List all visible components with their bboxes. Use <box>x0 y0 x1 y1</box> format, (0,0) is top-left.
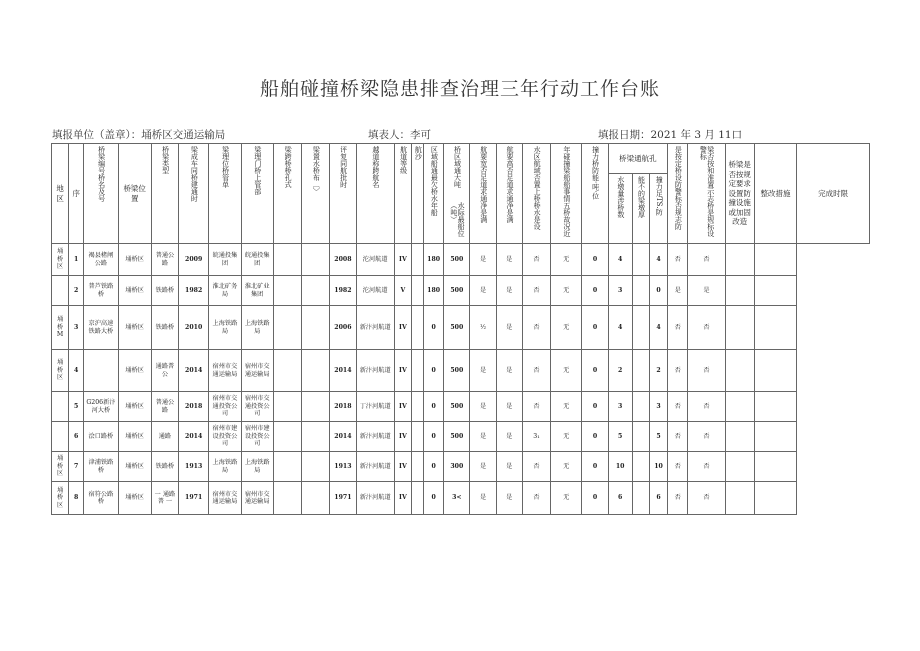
cell-fac: 否 <box>688 306 725 350</box>
cell-w: 是 <box>470 350 496 392</box>
cell-acc: 无 <box>551 482 582 515</box>
cell-measure <box>725 482 754 515</box>
table-row <box>52 482 870 515</box>
cell-name <box>84 350 118 392</box>
ledger-table <box>51 143 870 515</box>
cell-piers: 3 <box>608 392 632 422</box>
cell-span <box>273 306 301 350</box>
cell-eval: 2006 <box>330 306 356 350</box>
cell-no: 1 <box>69 244 84 276</box>
cell-loc: 埇桥区 <box>118 482 151 515</box>
cell-ton: 500 <box>444 350 470 392</box>
cell-piers: 5 <box>608 422 632 452</box>
cell-area <box>52 422 69 452</box>
col-bridge-type: 桥梁类型 <box>151 144 178 244</box>
cell-measure <box>725 350 754 392</box>
cell-owner: 宿州市交通投资公司 <box>209 392 241 422</box>
cell-cap: 0 <box>582 306 608 350</box>
cell-h: 是 <box>496 482 522 515</box>
cell-type: 普通公路 <box>151 244 178 276</box>
cell-ton: 500 <box>444 244 470 276</box>
cell-grade: IV <box>394 350 411 392</box>
cell-ton: 500 <box>444 276 470 306</box>
cell-span <box>273 422 301 452</box>
cell-warn: 否 <box>668 452 688 482</box>
table-row <box>52 276 870 306</box>
cell-year: 1982 <box>179 276 209 306</box>
col-warning-standard: 梁否按和准置示志桥是规标设警标 <box>688 144 725 244</box>
cell-piers: 3 <box>608 276 632 306</box>
cell-type: 铁路桥 <box>151 306 178 350</box>
cell-h: 是 <box>496 244 522 276</box>
cell-sign: 否 <box>522 306 550 350</box>
cell-fac: 否 <box>688 392 725 422</box>
cell-layout <box>302 306 330 350</box>
col-warning-signs: 是按定桥设防警标否规志防 <box>668 144 688 244</box>
cell-eval: 2014 <box>330 350 356 392</box>
cell-dept: 淮北矿业集团 <box>241 276 273 306</box>
cell-fac: 否 <box>688 244 725 276</box>
cell-waterway: 沱河航道 <box>356 244 394 276</box>
cell-fac: 是 <box>688 276 725 306</box>
cell-warn: 否 <box>668 306 688 350</box>
cell-ton: 300 <box>444 452 470 482</box>
cell-deadline <box>754 244 796 276</box>
table-row <box>52 392 870 422</box>
cell-ton: 500 <box>444 392 470 422</box>
cell-min: 0 <box>424 482 444 515</box>
cell-thick <box>632 244 649 276</box>
cell-span <box>273 276 301 306</box>
cell-waterway: 新汴河航道 <box>356 350 394 392</box>
cell-waterway: 沱河航道 <box>356 276 394 306</box>
cell-warn: 否 <box>668 392 688 422</box>
cell-acc: 无 <box>551 244 582 276</box>
cell-sign: 否 <box>522 244 550 276</box>
cell-thick <box>632 452 649 482</box>
cell-layout <box>302 276 330 306</box>
cell-piers: 4 <box>608 244 632 276</box>
cell-name: 宿符公路桥 <box>84 482 118 515</box>
cell-ton: 500 <box>444 422 470 452</box>
col-min-ship: 区域船通最欠桥水年船 <box>424 144 444 244</box>
cell-eval: 2018 <box>330 392 356 422</box>
cell-w: 是 <box>470 244 496 276</box>
cell-warn: 否 <box>668 350 688 392</box>
col-waterway: 越道称跨航名 <box>356 144 394 244</box>
page-title: 船舶碰撞桥梁隐患排查治理三年行动工作台账 <box>259 78 660 100</box>
cell-area <box>52 392 69 422</box>
cell-span <box>273 482 301 515</box>
table-row <box>52 244 870 276</box>
cell-acc: 无 <box>551 422 582 452</box>
col-eval-date: 评复同航批时 <box>330 144 356 244</box>
cell-cap: 0 <box>582 350 608 392</box>
cell-force: 4 <box>649 306 667 350</box>
cell-piers: 6 <box>608 482 632 515</box>
form-filler: 填表人：李可 <box>368 129 431 141</box>
cell-force: 3 <box>649 392 667 422</box>
cell-fac: 否 <box>688 482 725 515</box>
cell-force: 5 <box>649 422 667 452</box>
cell-cap: 0 <box>582 422 608 452</box>
cell-piers: 10 <box>608 452 632 482</box>
cell-measure <box>725 392 754 422</box>
table-row <box>52 452 870 482</box>
cell-sand <box>411 392 423 422</box>
cell-deadline <box>754 392 796 422</box>
cell-cap: 0 <box>582 244 608 276</box>
cell-grade: IV <box>394 244 411 276</box>
cell-year: 2018 <box>179 392 209 422</box>
cell-loc: 埇桥区 <box>118 452 151 482</box>
col-deadline: 完成时限 <box>797 144 870 244</box>
cell-thick <box>632 422 649 452</box>
cell-type: 铁路桥 <box>151 452 178 482</box>
cell-w: 是 <box>470 452 496 482</box>
cell-area: 埇 桥区 <box>52 350 69 392</box>
cell-force: 6 <box>649 482 667 515</box>
cell-measure <box>725 452 754 482</box>
cell-force: 10 <box>649 452 667 482</box>
cell-waterway: 新汴河航道 <box>356 306 394 350</box>
cell-name: 普芦铁路桥 <box>84 276 118 306</box>
cell-layout <box>302 482 330 515</box>
col-index: 序 <box>69 144 84 244</box>
cell-deadline <box>754 350 796 392</box>
cell-loc: 埇桥区 <box>118 244 151 276</box>
col-max-tonnage: 桥区域通大吨 水际最船位（吨） <box>444 144 470 244</box>
cell-min: 180 <box>424 276 444 306</box>
cell-owner: 宿州市交通运输局 <box>209 350 241 392</box>
cell-acc: 无 <box>551 276 582 306</box>
col-measures: 整改措施 <box>754 144 796 244</box>
cell-sand <box>411 306 423 350</box>
cell-dept: 上海铁路局 <box>241 452 273 482</box>
cell-eval: 1971 <box>330 482 356 515</box>
col-sand: 航沙 <box>411 144 423 244</box>
cell-thick <box>632 392 649 422</box>
cell-layout <box>302 452 330 482</box>
cell-acc: 无 <box>551 306 582 350</box>
cell-fac: 否 <box>688 422 725 452</box>
cell-layout <box>302 350 330 392</box>
cell-waterway: 新汴河航道 <box>356 422 394 452</box>
cell-year: 1913 <box>179 452 209 482</box>
col-dept: 梁理门桥上管部 <box>241 144 273 244</box>
cell-layout <box>302 244 330 276</box>
cell-span <box>273 392 301 422</box>
cell-h: 是 <box>496 392 522 422</box>
cell-min: 0 <box>424 392 444 422</box>
cell-span <box>273 350 301 392</box>
cell-w: ½ <box>470 306 496 350</box>
cell-name: 京沪高速铁路大桥 <box>84 306 118 350</box>
cell-warn: 否 <box>668 422 688 452</box>
cell-eval: 1913 <box>330 452 356 482</box>
cell-waterway: 新汴河航道 <box>356 482 394 515</box>
cell-cap: 0 <box>582 482 608 515</box>
cell-sign: 否 <box>522 452 550 482</box>
cell-eval: 2014 <box>330 422 356 452</box>
cell-no: 5 <box>69 392 84 422</box>
cell-area: 埇 桥区 <box>52 482 69 515</box>
cell-min: 0 <box>424 306 444 350</box>
cell-loc: 埇桥区 <box>118 306 151 350</box>
cell-layout <box>302 392 330 422</box>
cell-h: 是 <box>496 276 522 306</box>
cell-h: 是 <box>496 422 522 452</box>
col-owner: 梁理位桥管单 <box>209 144 241 244</box>
col-facilities: 桥梁是否按规定要求设置防撞设施或加固改造 <box>725 144 754 244</box>
col-area: 地区 <box>52 144 69 244</box>
cell-type: 通路 <box>151 422 178 452</box>
cell-type: 通路普公 <box>151 350 178 392</box>
cell-area <box>52 276 69 306</box>
cell-dept: 皖通投集团 <box>241 244 273 276</box>
cell-sand <box>411 482 423 515</box>
cell-dept: 宿州市建设投资公司 <box>241 422 273 452</box>
cell-waterway: 丁汴河航道 <box>356 392 394 422</box>
cell-w: 是 <box>470 276 496 306</box>
cell-sand <box>411 244 423 276</box>
cell-owner: 皖通投集团 <box>209 244 241 276</box>
cell-area: 埇桥区 <box>52 244 69 276</box>
cell-area: 埇 桥区 <box>52 452 69 482</box>
col-pier-thickness: 能不的梁墩厚 <box>632 174 649 244</box>
table-row <box>52 306 870 350</box>
cell-thick <box>632 482 649 515</box>
cell-h: 是 <box>496 452 522 482</box>
cell-dept: 宿州市交通投资公司 <box>241 392 273 422</box>
cell-year: 2010 <box>179 306 209 350</box>
cell-acc: 无 <box>551 452 582 482</box>
cell-min: 0 <box>424 452 444 482</box>
cell-no: 8 <box>69 482 84 515</box>
cell-piers: 4 <box>608 306 632 350</box>
cell-ton: 500 <box>444 306 470 350</box>
table-row <box>52 422 870 452</box>
cell-loc: 埇桥区 <box>118 422 151 452</box>
cell-loc: 埇桥区 <box>118 276 151 306</box>
cell-sign: 否 <box>522 482 550 515</box>
cell-owner: 上海铁路局 <box>209 306 241 350</box>
cell-thick <box>632 276 649 306</box>
cell-year: 2014 <box>179 422 209 452</box>
cell-grade: IV <box>394 422 411 452</box>
col-accidents: 年碰撞梁船船事情五桥故况近 <box>551 144 582 244</box>
cell-sand <box>411 452 423 482</box>
cell-type: 一 通路 普 一 <box>151 482 178 515</box>
col-waterway-grade: 航道等级 <box>394 144 411 244</box>
cell-acc: 无 <box>551 350 582 392</box>
cell-grade: IV <box>394 452 411 482</box>
cell-area: 埇桥M <box>52 306 69 350</box>
cell-thick <box>632 306 649 350</box>
cell-sand <box>411 276 423 306</box>
col-anticollision: 撞力桥防能·吨·位 <box>582 144 608 244</box>
cell-dept: 宿州市交通运输局 <box>241 350 273 392</box>
col-width-req: 航要宽否足道求通净是满 <box>470 144 496 244</box>
cell-owner: 宿州市建设投资公司 <box>209 422 241 452</box>
cell-h: 是 <box>496 306 522 350</box>
col-build-year: 梁成车同桥建通时 <box>179 144 209 244</box>
reporting-unit: 填报单位（盖章）：埇桥区交通运输局 <box>52 129 226 141</box>
cell-loc: 埇桥区 <box>118 350 151 392</box>
cell-dept: 上海铁路局 <box>241 306 273 350</box>
cell-warn: 否 <box>668 244 688 276</box>
cell-measure <box>725 422 754 452</box>
cell-grade: IV <box>394 392 411 422</box>
cell-w: 是 <box>470 392 496 422</box>
col-pier-layout: 梁置水桥布〔〉 <box>302 144 330 244</box>
cell-owner: 淮北矿务局 <box>209 276 241 306</box>
cell-measure <box>725 306 754 350</box>
cell-cap: 0 <box>582 276 608 306</box>
reporting-date: 填报日期：2021 年 3 月 11口 <box>598 129 743 141</box>
cell-deadline <box>754 482 796 515</box>
cell-dept: 宿州市交通运输局 <box>241 482 273 515</box>
group-nav-span: 桥梁通航孔 <box>608 144 668 174</box>
cell-no: 2 <box>69 276 84 306</box>
col-location: 桥梁位置 <box>118 144 151 244</box>
col-pier-count: 水墩量涉桥数 <box>608 174 632 244</box>
cell-name: G206新汴河大桥 <box>84 392 118 422</box>
cell-cap: 0 <box>582 392 608 422</box>
col-impact-force: 撞力足TS.防 <box>649 174 667 244</box>
col-span: 梁跨桥桥孔式 <box>273 144 301 244</box>
cell-sign: 3₁ <box>522 422 550 452</box>
cell-sign: 否 <box>522 350 550 392</box>
cell-no: 3 <box>69 306 84 350</box>
cell-year: 1971 <box>179 482 209 515</box>
cell-eval: 2008 <box>330 244 356 276</box>
cell-year: 2014 <box>179 350 209 392</box>
cell-year: 2009 <box>179 244 209 276</box>
cell-fac: 否 <box>688 350 725 392</box>
cell-thick <box>632 350 649 392</box>
cell-grade: IV <box>394 306 411 350</box>
cell-force: 2 <box>649 350 667 392</box>
cell-waterway: 新汴河航道 <box>356 452 394 482</box>
cell-no: 4 <box>69 350 84 392</box>
ledger-body <box>52 244 870 515</box>
cell-eval: 1982 <box>330 276 356 306</box>
cell-deadline <box>754 276 796 306</box>
cell-no: 6 <box>69 422 84 452</box>
cell-sign: 否 <box>522 276 550 306</box>
cell-min: 0 <box>424 350 444 392</box>
cell-name: 褐县楮闸公路 <box>84 244 118 276</box>
cell-measure <box>725 276 754 306</box>
cell-type: 普通公路 <box>151 392 178 422</box>
cell-name: 津浦铁路桥 <box>84 452 118 482</box>
cell-loc: 埇桥区 <box>118 392 151 422</box>
col-bridge-name: 桥梁编号桥名及号 <box>84 144 118 244</box>
cell-acc: 无 <box>551 392 582 422</box>
cell-min: 0 <box>424 422 444 452</box>
cell-min: 180 <box>424 244 444 276</box>
cell-type: 铁路桥 <box>151 276 178 306</box>
cell-sign: 否 <box>522 392 550 422</box>
cell-deadline <box>754 306 796 350</box>
col-signs: 水区航域否置上桥桥水是设 <box>522 144 550 244</box>
cell-span <box>273 244 301 276</box>
cell-grade: IV <box>394 482 411 515</box>
cell-w: 是 <box>470 482 496 515</box>
cell-ton: 3< <box>444 482 470 515</box>
cell-fac: 否 <box>688 452 725 482</box>
cell-sand <box>411 350 423 392</box>
cell-deadline <box>754 452 796 482</box>
cell-warn: 否 <box>668 482 688 515</box>
cell-sand <box>411 422 423 452</box>
cell-span <box>273 452 301 482</box>
cell-owner: 上海铁路局 <box>209 452 241 482</box>
cell-owner: 宿州市交通运输局 <box>209 482 241 515</box>
cell-measure <box>725 244 754 276</box>
cell-warn: 是 <box>668 276 688 306</box>
cell-deadline <box>754 422 796 452</box>
col-height-req: 航要高否足道求通净是满 <box>496 144 522 244</box>
cell-w: 是 <box>470 422 496 452</box>
cell-cap: 0 <box>582 452 608 482</box>
cell-piers: 2 <box>608 350 632 392</box>
cell-force: 4 <box>649 244 667 276</box>
cell-no: 7 <box>69 452 84 482</box>
table-row <box>52 350 870 392</box>
cell-force: 0 <box>649 276 667 306</box>
cell-layout <box>302 422 330 452</box>
cell-h: 是 <box>496 350 522 392</box>
cell-name: 浍口路桥 <box>84 422 118 452</box>
cell-grade: V <box>394 276 411 306</box>
